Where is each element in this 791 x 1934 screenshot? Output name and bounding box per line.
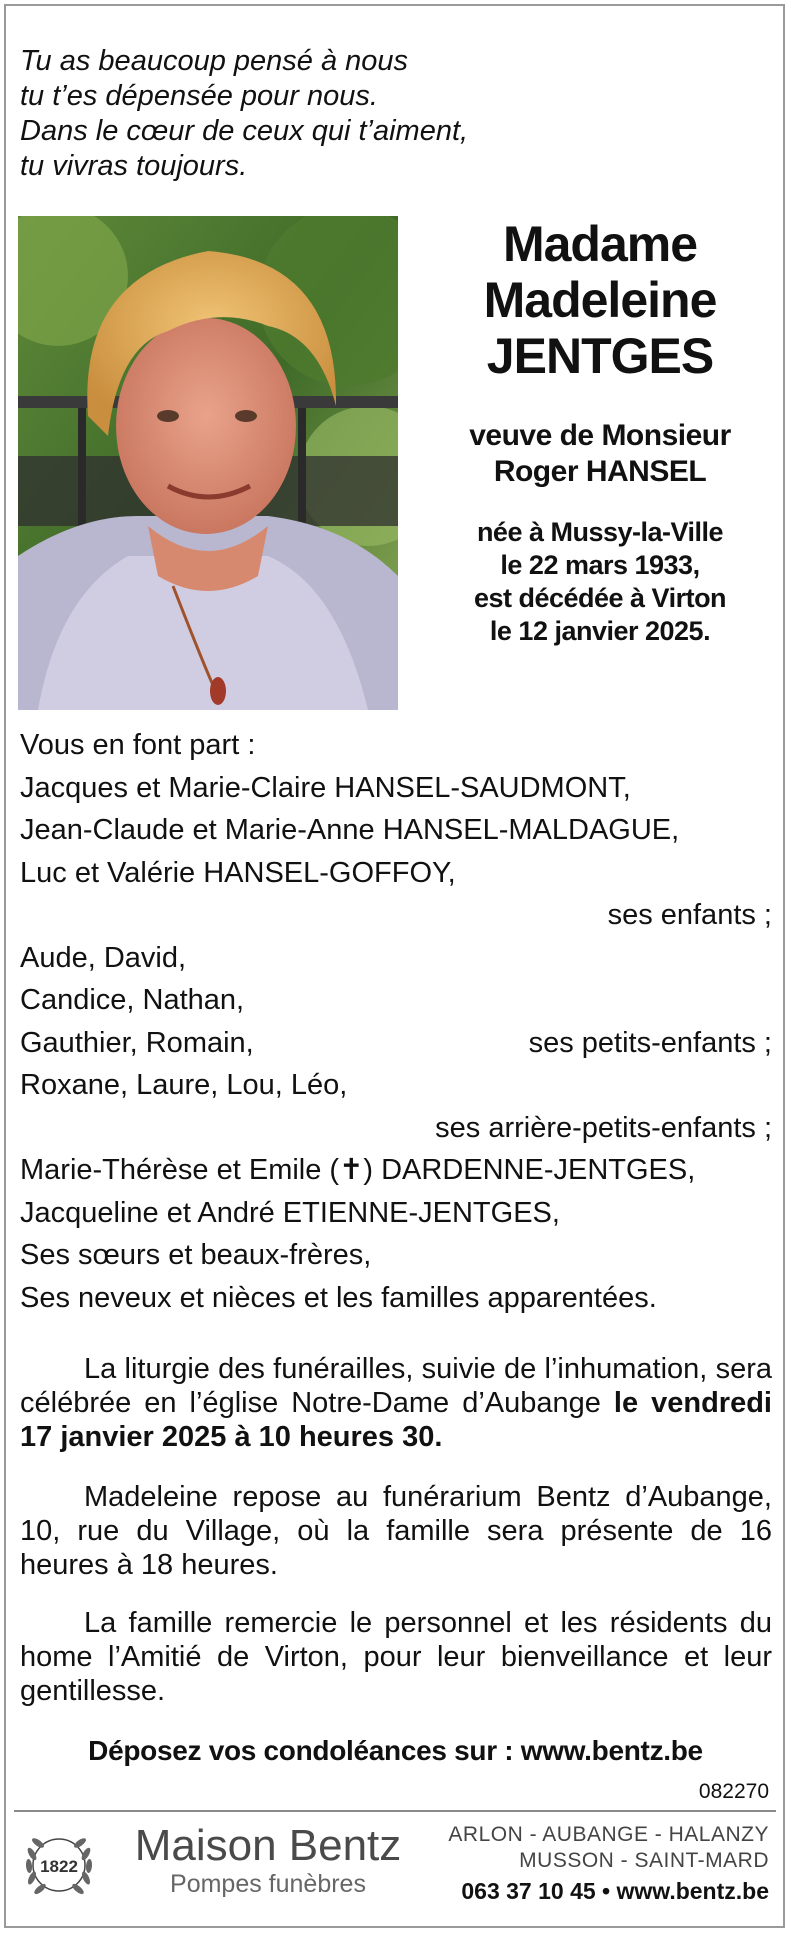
relatives-entry: Ses neveux et nièces et les familles apparentées. [20,1281,657,1314]
death-date: le 12 janvier 2025. [489,616,711,646]
children-label: ses enfants ; [607,899,772,931]
laurel-seal-logo [18,1824,100,1906]
family-announcement [20,724,772,1319]
death-place: est décédée à Virton [473,583,727,613]
funeral-paragraph [20,1352,772,1454]
funeral-text: La liturgie des funérailles, suivie de l’inhumation, sera célébrée en l’église Notre-Dame d’Aubange [20,1353,772,1419]
contact-info: 063 37 10 45 • www.bentz.be [461,1878,769,1904]
reference-number: 082270 [698,1780,769,1803]
portrait-photo [18,216,398,710]
birth-date: le 22 mars 1933, [500,550,700,580]
child-entry: Jean-Claude et Marie-Anne HANSEL-MALDAGUE, [20,814,680,846]
thanks-text: La famille remercie le personnel et les résidents du home l’Amitié de Virton, pour leur bienveillance et leur gentillesse. [20,1607,772,1707]
deceased-first-name: Madeleine [483,272,717,328]
announcement-intro: Vous en font part : [20,729,256,761]
funeral-date: le vendredi 17 janvier 2025 à 10 heures 30. [20,1387,772,1453]
repose-paragraph [20,1480,772,1582]
widow-line: Roger HANSEL [493,455,707,488]
grandchildren-label: ses petits-enfants ; [528,1026,772,1059]
deceased-info [420,216,780,648]
birth-place: née à Mussy-la-Ville [476,517,724,547]
branch-locations [448,1822,769,1874]
child-entry: Jacques et Marie-Claire HANSEL-SAUDMONT, [20,771,631,804]
seal-year: 1822 [40,1857,78,1876]
deceased-title: Madame [502,216,698,272]
sibling-entry: Jacqueline et André ETIENNE-JENTGES, [20,1196,560,1229]
repose-text: Madeleine repose au funérarium Bentz d’Aubange, 10, rue du Village, où la famille sera présente de 16 heures à 18 heures. [20,1481,772,1581]
widow-line: veuve de Monsieur [469,419,731,452]
grandchild-entry: Aude, David, [20,941,187,974]
grandchild-entry: Roxane, Laure, Lou, Léo, [20,1069,348,1101]
grandchild-entry: Candice, Nathan, [20,984,245,1016]
poem-line: Dans le cœur de ceux qui t’aiment, [20,115,469,147]
footer-divider [14,1810,776,1812]
deceased-last-name: JENTGES [486,328,714,384]
brand-name: Maison Bentz [134,1821,402,1870]
sibling-entry: Ses sœurs et beaux-frères, [20,1239,372,1271]
poem-line: tu t’es dépensée pour nous. [20,80,378,112]
locations-line: MUSSON - SAINT-MARD [519,1849,769,1872]
poem-line: Tu as beaucoup pensé à nous [20,45,409,77]
sibling-entry: Marie-Thérèse et Emile (✝) DARDENNE-JENTGES, [20,1154,696,1186]
poem [20,44,580,184]
locations-line: ARLON - AUBANGE - HALANZY [448,1823,769,1846]
condolences-line: Déposez vos condoléances sur : www.bentz.be [88,1735,703,1766]
great-grandchildren-label: ses arrière-petits-enfants ; [435,1111,772,1144]
poem-line: tu vivras toujours. [20,150,248,182]
grandchild-entry: Gauthier, Romain, [20,1026,254,1059]
thanks-paragraph [20,1606,772,1708]
brand-subtitle: Pompes funèbres [170,1870,366,1898]
child-entry: Luc et Valérie HANSEL-GOFFOY, [20,856,456,889]
